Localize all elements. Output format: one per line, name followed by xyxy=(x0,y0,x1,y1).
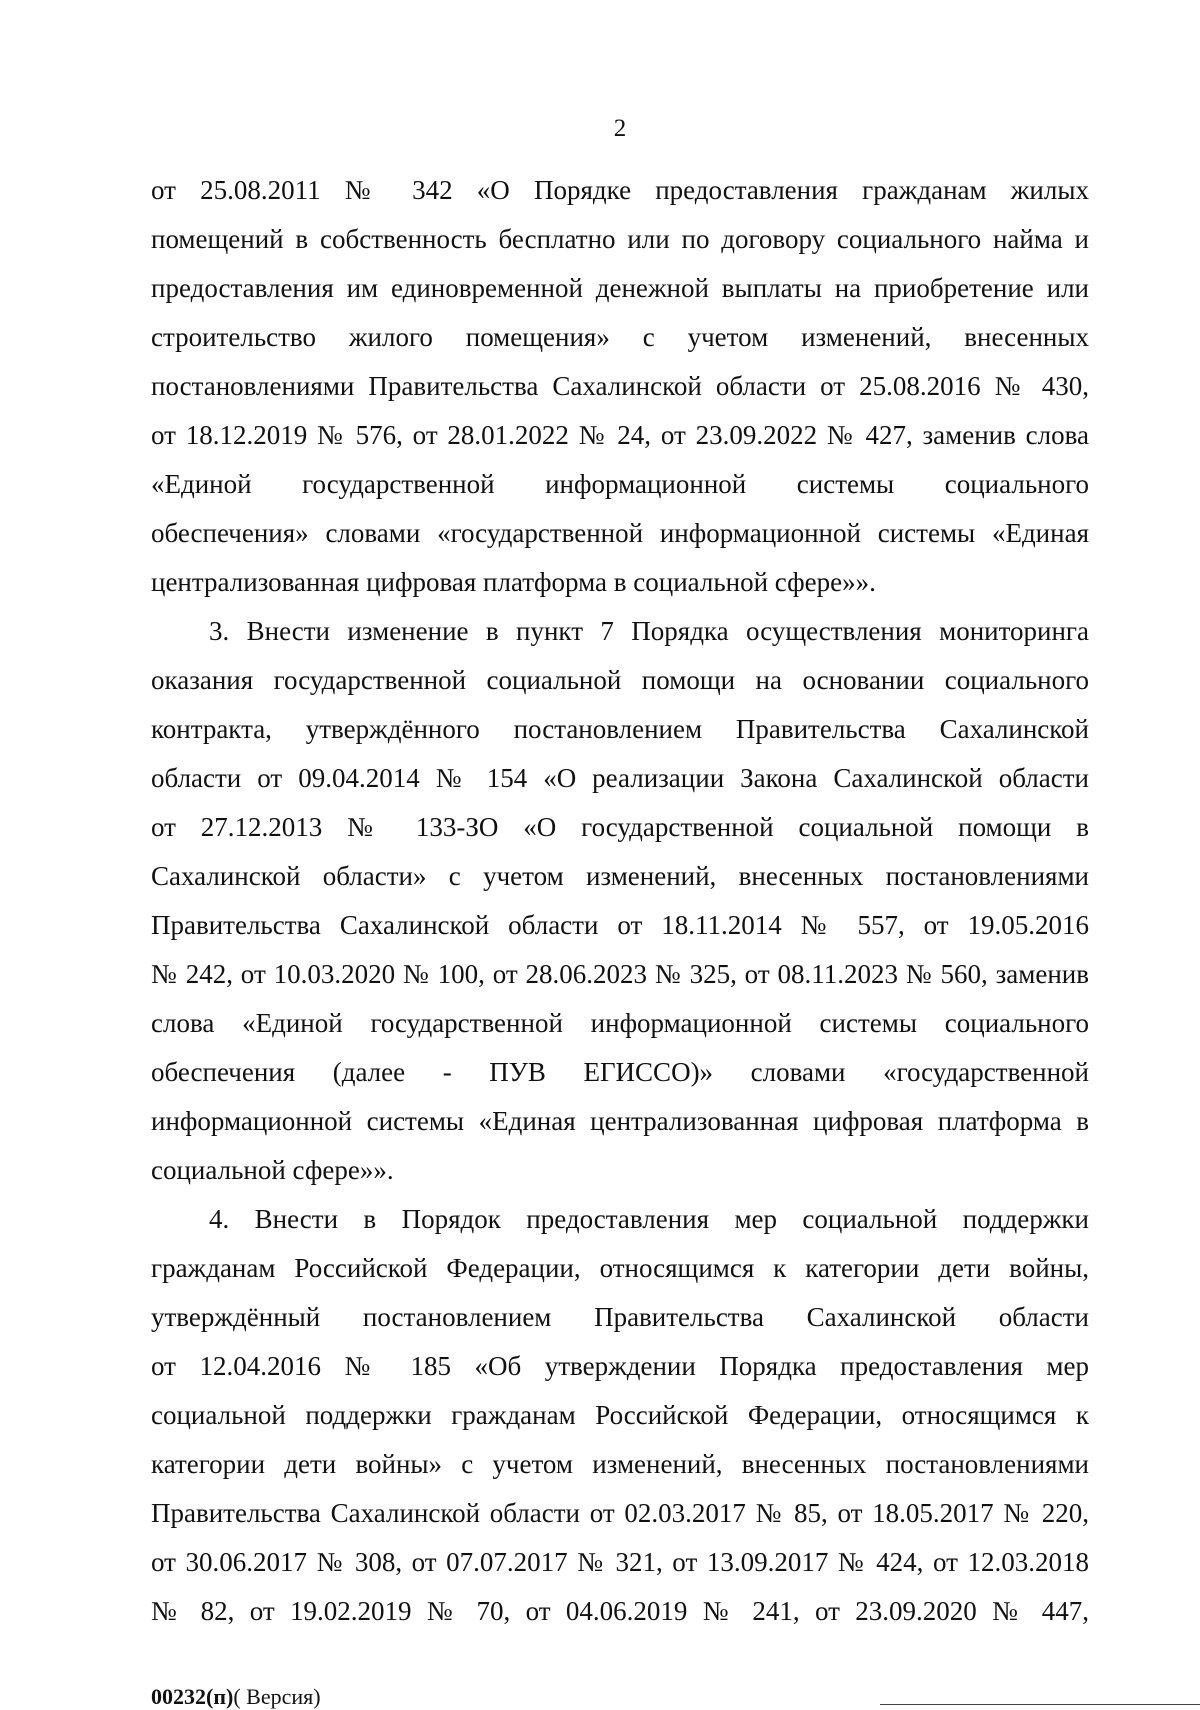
text-line: гражданам Российской Федерации, относящимся к категории дети войны, xyxy=(151,1253,1089,1283)
text-line: от 18.12.2019 № 576, от 28.01.2022 № 24, от 23.09.2022 № 427, заменив слова xyxy=(151,420,1089,450)
text-line: строительство жилого помещения» с учетом изменений, внесенных xyxy=(151,322,1089,352)
text-line: категории дети войны» с учетом изменений, внесенных постановлениями xyxy=(151,1449,1089,1479)
text-line: обеспечения» словами «государственной информационной системы «Единая xyxy=(151,518,1089,548)
text-line: предоставления им единовременной денежной выплаты на приобретение или xyxy=(151,273,1089,303)
paragraph-3-first-line: 3. Внести изменение в пункт 7 Порядка осуществления мониторинга xyxy=(209,616,1089,646)
text-line: информационной системы «Единая централизованная цифровая платформа в xyxy=(151,1106,1089,1136)
text-line: от 27.12.2013 № 133-ЗО «О государственной социальной помощи в xyxy=(151,812,1089,842)
document-body xyxy=(151,166,1089,1636)
page-number: 2 xyxy=(613,115,627,142)
text-line: Правительства Сахалинской области от 18.11.2014 № 557, от 19.05.2016 xyxy=(151,910,1089,940)
text-line: области от 09.04.2014 № 154 «О реализации Закона Сахалинской области xyxy=(151,763,1089,793)
text-line: постановлениями Правительства Сахалинской области от 25.08.2016 № 430, xyxy=(151,371,1089,401)
text-line: утверждённый постановлением Правительства Сахалинской области xyxy=(151,1302,1089,1332)
paragraph-4-first-line: 4. Внести в Порядок предоставления мер социальной поддержки xyxy=(209,1204,1089,1234)
text-line: от 12.04.2016 № 185 «Об утверждении Порядка предоставления мер xyxy=(151,1351,1089,1381)
text-line: помещений в собственность бесплатно или по договору социального найма и xyxy=(151,224,1089,254)
document-code xyxy=(151,1684,321,1710)
text-line: контракта, утверждённого постановлением Правительства Сахалинской xyxy=(151,714,1089,744)
text-line: слова «Единой государственной информационной системы социального xyxy=(151,1008,1089,1038)
text-line: централизованная цифровая платформа в социальной сфере»». xyxy=(151,567,876,597)
text-line: от 25.08.2011 № 342 «О Порядке предоставления гражданам жилых xyxy=(151,175,1089,205)
text-line: обеспечения (далее - ПУВ ЕГИССО)» словами «государственной xyxy=(151,1057,1089,1087)
document-code-number: 00232(п) xyxy=(151,1684,234,1709)
text-line: № 242, от 10.03.2020 № 100, от 28.06.2023 № 325, от 08.11.2023 № 560, заменив xyxy=(151,959,1089,989)
text-line: оказания государственной социальной помощи на основании социального xyxy=(151,665,1089,695)
text-line: Правительства Сахалинской области от 02.03.2017 № 85, от 18.05.2017 № 220, xyxy=(151,1498,1089,1528)
text-line: социальной поддержки гражданам Российской Федерации, относящимся к xyxy=(151,1400,1089,1430)
text-line: Сахалинской области» с учетом изменений, внесенных постановлениями xyxy=(151,861,1089,891)
document-version: ( Версия) xyxy=(233,1684,321,1709)
text-line: от 30.06.2017 № 308, от 07.07.2017 № 321, от 13.09.2017 № 424, от 12.03.2018 xyxy=(151,1547,1089,1577)
footer-divider xyxy=(880,1704,1200,1705)
text-line: социальной сфере»». xyxy=(151,1155,394,1185)
text-line: «Единой государственной информационной системы социального xyxy=(151,469,1089,499)
text-line: № 82, от 19.02.2019 № 70, от 04.06.2019 № 241, от 23.09.2020 № 447, xyxy=(151,1596,1089,1626)
